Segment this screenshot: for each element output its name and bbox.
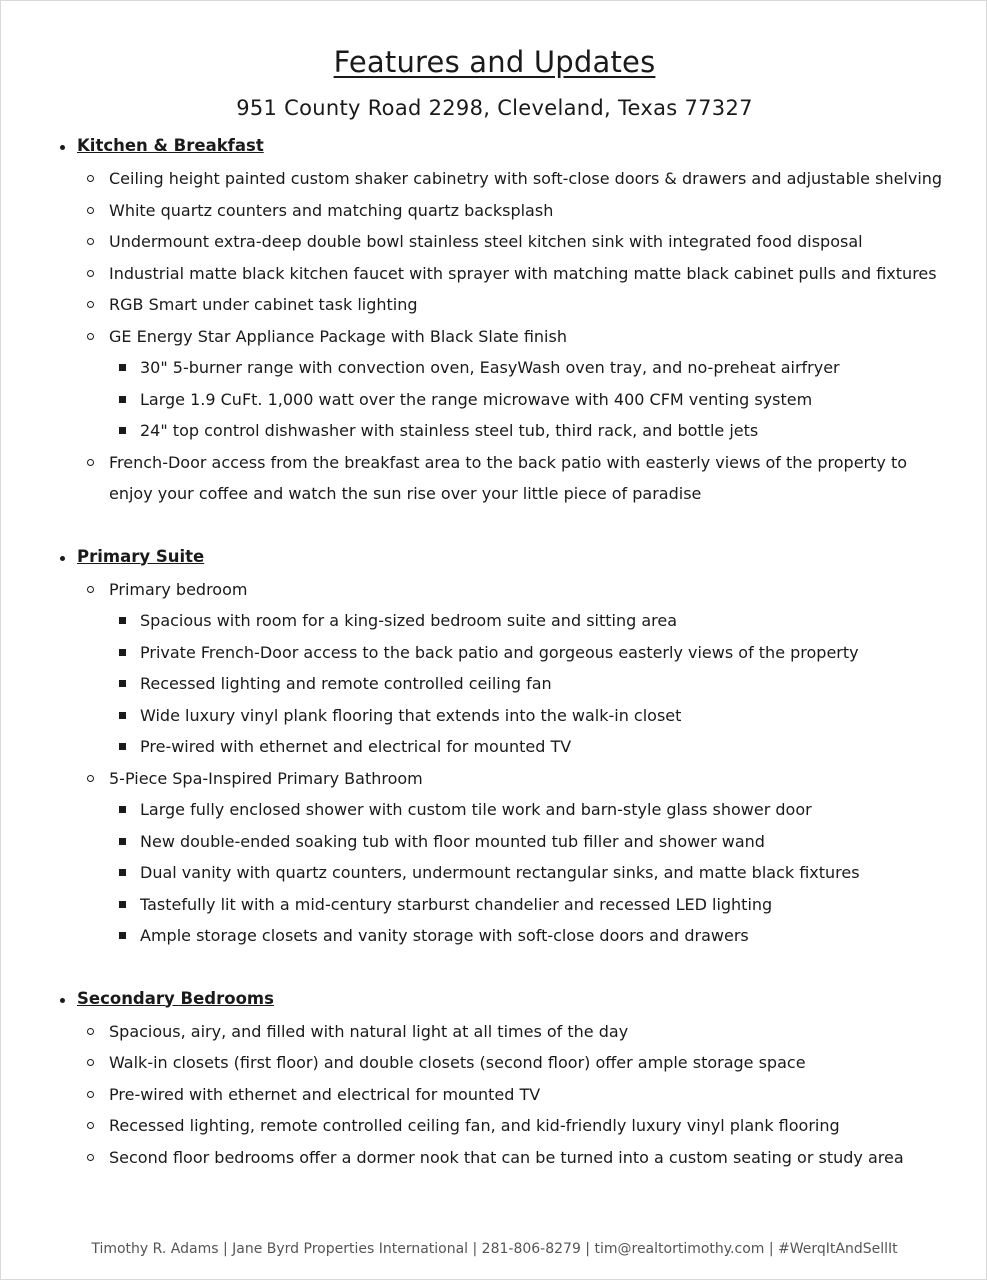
list-item: Recessed lighting, remote controlled ceiling fan, and kid-friendly luxury vinyl plank flooring bbox=[1, 1110, 987, 1142]
sub-list-item: Wide luxury vinyl plank flooring that extends into the walk-in closet bbox=[1, 700, 987, 732]
bullet-square-icon bbox=[119, 901, 126, 908]
sub-list-item: Private French-Door access to the back patio and gorgeous easterly views of the property bbox=[1, 637, 987, 669]
sub-list-item: Large 1.9 CuFt. 1,000 watt over the range microwave with 400 CFM venting system bbox=[1, 384, 987, 416]
bullet-circle-icon bbox=[87, 1154, 94, 1161]
bullet-circle-icon bbox=[87, 207, 94, 214]
list-item: Undermount extra-deep double bowl stainless steel kitchen sink with integrated food disposal bbox=[1, 226, 987, 258]
bullet-square-icon bbox=[119, 838, 126, 845]
bullet-square-icon bbox=[119, 396, 126, 403]
page-title: Features and Updates bbox=[333, 45, 656, 79]
list-item-continuation: enjoy your coffee and watch the sun rise over your little piece of paradise bbox=[109, 484, 702, 503]
bullet-square-icon bbox=[119, 364, 126, 371]
section-primary-suite bbox=[1, 540, 987, 952]
list-item: RGB Smart under cabinet task lighting bbox=[1, 289, 987, 321]
bullet-square-icon bbox=[119, 427, 126, 434]
section-secondary-bedrooms bbox=[1, 982, 987, 1174]
section-kitchen bbox=[1, 129, 987, 510]
list-item: Spacious, airy, and filled with natural light at all times of the day bbox=[1, 1016, 987, 1048]
sub-list-item: Large fully enclosed shower with custom tile work and barn-style glass shower door bbox=[1, 794, 987, 826]
bullet-circle-icon bbox=[87, 270, 94, 277]
page-footer: Timothy R. Adams | Jane Byrd Properties International | 281-806-8279 | tim@realtortimothy.com | #WerqItAndSellIt bbox=[91, 1241, 898, 1257]
list-item: Ceiling height painted custom shaker cabinetry with soft-close doors & drawers and adjustable shelving bbox=[1, 163, 987, 195]
sub-list-item: Spacious with room for a king-sized bedroom suite and sitting area bbox=[1, 605, 987, 637]
bullet-square-icon bbox=[119, 869, 126, 876]
features-list bbox=[1, 129, 987, 1173]
bullet-dot-icon bbox=[60, 998, 65, 1003]
list-item: Primary bedroom bbox=[1, 574, 987, 606]
bullet-square-icon bbox=[119, 617, 126, 624]
bullet-circle-icon bbox=[87, 238, 94, 245]
property-address: 951 County Road 2298, Cleveland, Texas 77327 bbox=[236, 96, 753, 120]
bullet-square-icon bbox=[119, 743, 126, 750]
bullet-circle-icon bbox=[87, 1122, 94, 1129]
list-item: Industrial matte black kitchen faucet with sprayer with matching matte black cabinet pulls and fixtures bbox=[1, 258, 987, 290]
sub-list-item: Ample storage closets and vanity storage with soft-close doors and drawers bbox=[1, 920, 987, 952]
bullet-circle-icon bbox=[87, 775, 94, 782]
list-item: French-Door access from the breakfast area to the back patio with easterly views of the property to bbox=[1, 447, 987, 479]
sub-list-item: 30" 5-burner range with convection oven, EasyWash oven tray, and no-preheat airfryer bbox=[1, 352, 987, 384]
sub-list-item: New double-ended soaking tub with floor mounted tub filler and shower wand bbox=[1, 826, 987, 858]
bullet-circle-icon bbox=[87, 1028, 94, 1035]
bullet-square-icon bbox=[119, 806, 126, 813]
section-heading: Primary Suite bbox=[1, 540, 987, 574]
bullet-circle-icon bbox=[87, 333, 94, 340]
list-item: Pre-wired with ethernet and electrical for mounted TV bbox=[1, 1079, 987, 1111]
section-heading: Secondary Bedrooms bbox=[1, 982, 987, 1016]
bullet-circle-icon bbox=[87, 459, 94, 466]
bullet-square-icon bbox=[119, 712, 126, 719]
bullet-circle-icon bbox=[87, 1091, 94, 1098]
sub-list-item: 24" top control dishwasher with stainless steel tub, third rack, and bottle jets bbox=[1, 415, 987, 447]
list-item: Second floor bedrooms offer a dormer nook that can be turned into a custom seating or study area bbox=[1, 1142, 987, 1174]
bullet-square-icon bbox=[119, 680, 126, 687]
sub-list-item: Recessed lighting and remote controlled ceiling fan bbox=[1, 668, 987, 700]
bullet-circle-icon bbox=[87, 301, 94, 308]
bullet-circle-icon bbox=[87, 586, 94, 593]
list-item: Walk-in closets (first floor) and double closets (second floor) offer ample storage space bbox=[1, 1047, 987, 1079]
sub-list-item: Pre-wired with ethernet and electrical for mounted TV bbox=[1, 731, 987, 763]
sub-list-item: Dual vanity with quartz counters, undermount rectangular sinks, and matte black fixtures bbox=[1, 857, 987, 889]
list-item: White quartz counters and matching quartz backsplash bbox=[1, 195, 987, 227]
list-item: GE Energy Star Appliance Package with Black Slate finish bbox=[1, 321, 987, 353]
bullet-square-icon bbox=[119, 649, 126, 656]
bullet-square-icon bbox=[119, 932, 126, 939]
list-item: 5-Piece Spa-Inspired Primary Bathroom bbox=[1, 763, 987, 795]
bullet-dot-icon bbox=[60, 145, 65, 150]
section-heading: Kitchen & Breakfast bbox=[1, 129, 987, 163]
sub-list-item: Tastefully lit with a mid-century starburst chandelier and recessed LED lighting bbox=[1, 889, 987, 921]
bullet-dot-icon bbox=[60, 556, 65, 561]
bullet-circle-icon bbox=[87, 175, 94, 182]
bullet-circle-icon bbox=[87, 1059, 94, 1066]
